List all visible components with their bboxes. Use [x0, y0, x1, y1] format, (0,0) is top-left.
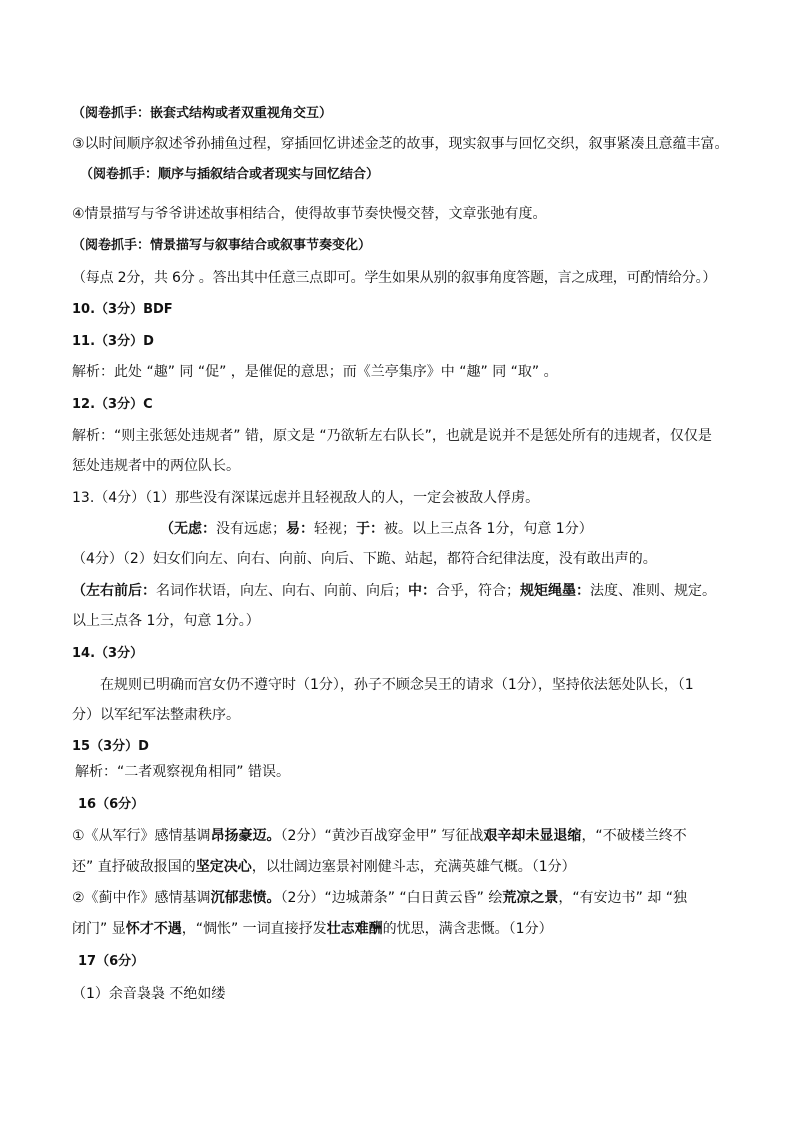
keyword-gloss: 法度、准则、规定。	[590, 583, 716, 599]
keyword: （无虑：	[160, 521, 216, 537]
keyword: 规矩绳墨：	[520, 583, 590, 599]
text-segment: ②《蓟中作》感情基调	[72, 890, 211, 906]
q11-answer: 11.（3分）D	[72, 334, 154, 349]
text-segment: ，“不破楼兰终不	[581, 828, 687, 844]
answer-point-4: ④情景描写与爷爷讲述故事相结合，使得故事节奏快慢交替，文章张弛有度。	[72, 206, 547, 222]
keyword-gloss: 合乎，符合；	[436, 583, 520, 599]
grading-note-3: （阅卷抓手：情景描写与叙事结合或叙事节奏变化）	[72, 238, 372, 253]
q10-answer: 10.（3分）BDF	[72, 302, 173, 317]
emphasis: 沉郁悲愤。	[210, 890, 281, 906]
text-segment: （2分）“边城萧条” “白日黄云昏” 绘	[280, 890, 503, 906]
scoring-note: （每点 2分，共 6分 。答出其中任意三点即可。学生如果从别的叙事角度答题，言之成理，可酌情给分。）	[72, 270, 717, 286]
q13-keypoints-2	[72, 581, 734, 601]
keyword-gloss: 轻视；	[314, 521, 356, 537]
emphasis: 荒凉之景	[502, 890, 559, 906]
keyword-gloss: 被。以上三点各 1分，句意 1分）	[384, 521, 593, 537]
text-segment: ，“惆怅” 一词直接抒发	[181, 921, 327, 937]
q15-answer: 15（3分）D	[72, 739, 149, 754]
q15-analysis: 解析：“二者观察视角相同” 错误。	[75, 764, 290, 780]
q12-analysis-line2: 惩处违规者中的两位队长。	[72, 458, 240, 474]
q13-keypoints-1	[160, 519, 734, 539]
text-segment: ，以壮阔边塞景衬刚健斗志，充满英雄气概。（1分）	[251, 859, 576, 875]
text-segment: （2分）“黄沙百战穿金甲” 写征战	[280, 828, 484, 844]
q11-analysis: 解析：此处 “趣” 同 “促” ，是催促的意思；而《兰亭集序》中 “趣” 同 “取” 。	[72, 364, 558, 380]
q13-translation-1: 13.（4分）（1）那些没有深谋远虑并且轻视敌人的人，一定会被敌人俘虏。	[72, 490, 540, 506]
text-segment: ①《从军行》感情基调	[72, 828, 211, 844]
q14-heading: 14.（3分）	[72, 646, 144, 661]
q16-answer-2-line2	[72, 919, 734, 939]
q13-score-note: 以上三点各 1分，句意 1分。）	[72, 613, 260, 629]
grading-note-1: （阅卷抓手：嵌套式结构或者双重视角交互）	[72, 106, 333, 121]
q16-answer-1-line2	[72, 857, 734, 877]
q12-answer: 12.（3分）C	[72, 397, 153, 412]
keyword: 中：	[408, 583, 436, 599]
keyword-gloss: 没有远虑；	[216, 521, 286, 537]
q17-answer-1: （1）余音袅袅 不绝如缕	[72, 986, 226, 1002]
emphasis: 昂扬豪迈。	[210, 828, 281, 844]
q12-analysis-line1: 解析：“则主张惩处违规者” 错，原文是 “乃欲斩左右队长”，也就是说并不是惩处所有的违规者，仅仅是	[72, 428, 712, 444]
emphasis: 怀才不遇	[125, 921, 182, 937]
q16-answer-2-line1	[72, 888, 734, 908]
q14-answer-line2: 分）以军纪军法整肃秩序。	[72, 707, 240, 723]
q16-answer-1-line1	[72, 826, 734, 846]
text-segment: ，“有安边书” 却 “独	[558, 890, 688, 906]
q16-heading: 16（6分）	[78, 797, 145, 812]
answer-point-3: ③以时间顺序叙述爷孙捕鱼过程，穿插回忆讲述金芝的故事，现实叙事与回忆交织，叙事紧凑且意蕴丰富。	[72, 136, 729, 152]
keyword: 于：	[356, 521, 384, 537]
emphasis: 壮志难酬	[326, 921, 383, 937]
text-segment: 闭门” 显	[72, 921, 126, 937]
q17-heading: 17（6分）	[78, 954, 145, 969]
text-segment: 还” 直抒破敌报国的	[72, 859, 196, 875]
keyword: （左右前后：	[72, 583, 156, 599]
emphasis: 坚定决心	[195, 859, 252, 875]
keyword: 易：	[286, 521, 314, 537]
emphasis: 艰辛却未显退缩	[483, 828, 582, 844]
q13-translation-2: （4分）（2）妇女们向左、向右、向前、向后、下跪、站起，都符合纪律法度，没有敢出声的。	[72, 551, 657, 567]
grading-note-2: （阅卷抓手：顺序与插叙结合或者现实与回忆结合）	[80, 167, 380, 182]
q14-answer-line1: 在规则已明确而宫女仍不遵守时（1分），孙子不顾念吴王的请求（1分），坚持依法惩处队长，（1	[100, 677, 694, 693]
keyword-gloss: 名词作状语，向左、向右、向前、向后；	[156, 583, 408, 599]
text-segment: 的忧思，满含悲慨。（1分）	[382, 921, 553, 937]
